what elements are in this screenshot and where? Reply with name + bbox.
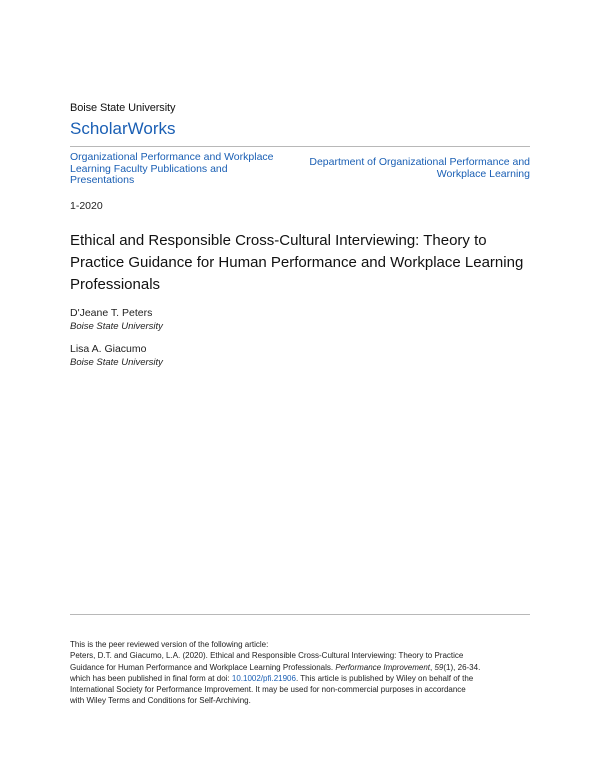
- author-affiliation: Boise State University: [70, 321, 163, 332]
- doi-link[interactable]: 10.1002/pfi.21906: [231, 673, 296, 683]
- university-name: Boise State University: [70, 102, 176, 114]
- journal-volume: 59: [434, 662, 444, 672]
- notice-citation-line: Guidance for Human Performance and Workplace Learning Professionals. Performance Improvement, 59(1), 26-34.: [70, 662, 481, 672]
- author-name: Lisa A. Giacumo: [70, 343, 147, 355]
- bottom-divider: [70, 614, 530, 615]
- author-name: D'Jeane T. Peters: [70, 307, 153, 319]
- department-link[interactable]: Department of Organizational Performance and Workplace Learning: [309, 156, 530, 180]
- notice-society-line: International Society for Performance Improvement. It may be used for non-commercial purposes in accordance: [70, 685, 466, 695]
- publication-date: 1-2020: [70, 200, 103, 212]
- notice-publication-line: which has been published in final form at doi: 10.1002/pfi.21906. This article is published by Wiley on behalf of the: [70, 673, 474, 683]
- top-divider: [70, 146, 530, 147]
- author-affiliation: Boise State University: [70, 357, 163, 368]
- journal-name: Performance Improvement: [335, 662, 431, 672]
- article-title: Ethical and Responsible Cross-Cultural Interviewing: Theory to Practice Guidance for Human Performance and Workplace Learning Professionals: [70, 232, 524, 293]
- notice-terms-line: with Wiley Terms and Conditions for Self-Archiving.: [70, 696, 251, 706]
- scholarworks-link[interactable]: ScholarWorks: [70, 119, 176, 138]
- collection-link-faculty-publications[interactable]: Organizational Performance and Workplace Learning Faculty Publications and Presentations: [70, 151, 274, 186]
- notice-intro: This is the peer reviewed version of the following article:: [70, 640, 269, 649]
- publication-notice: [70, 639, 540, 707]
- notice-citation-line: Peters, D.T. and Giacumo, L.A. (2020). Ethical and Responsible Cross-Cultural Interviewing: Theory to Practice: [70, 651, 464, 661]
